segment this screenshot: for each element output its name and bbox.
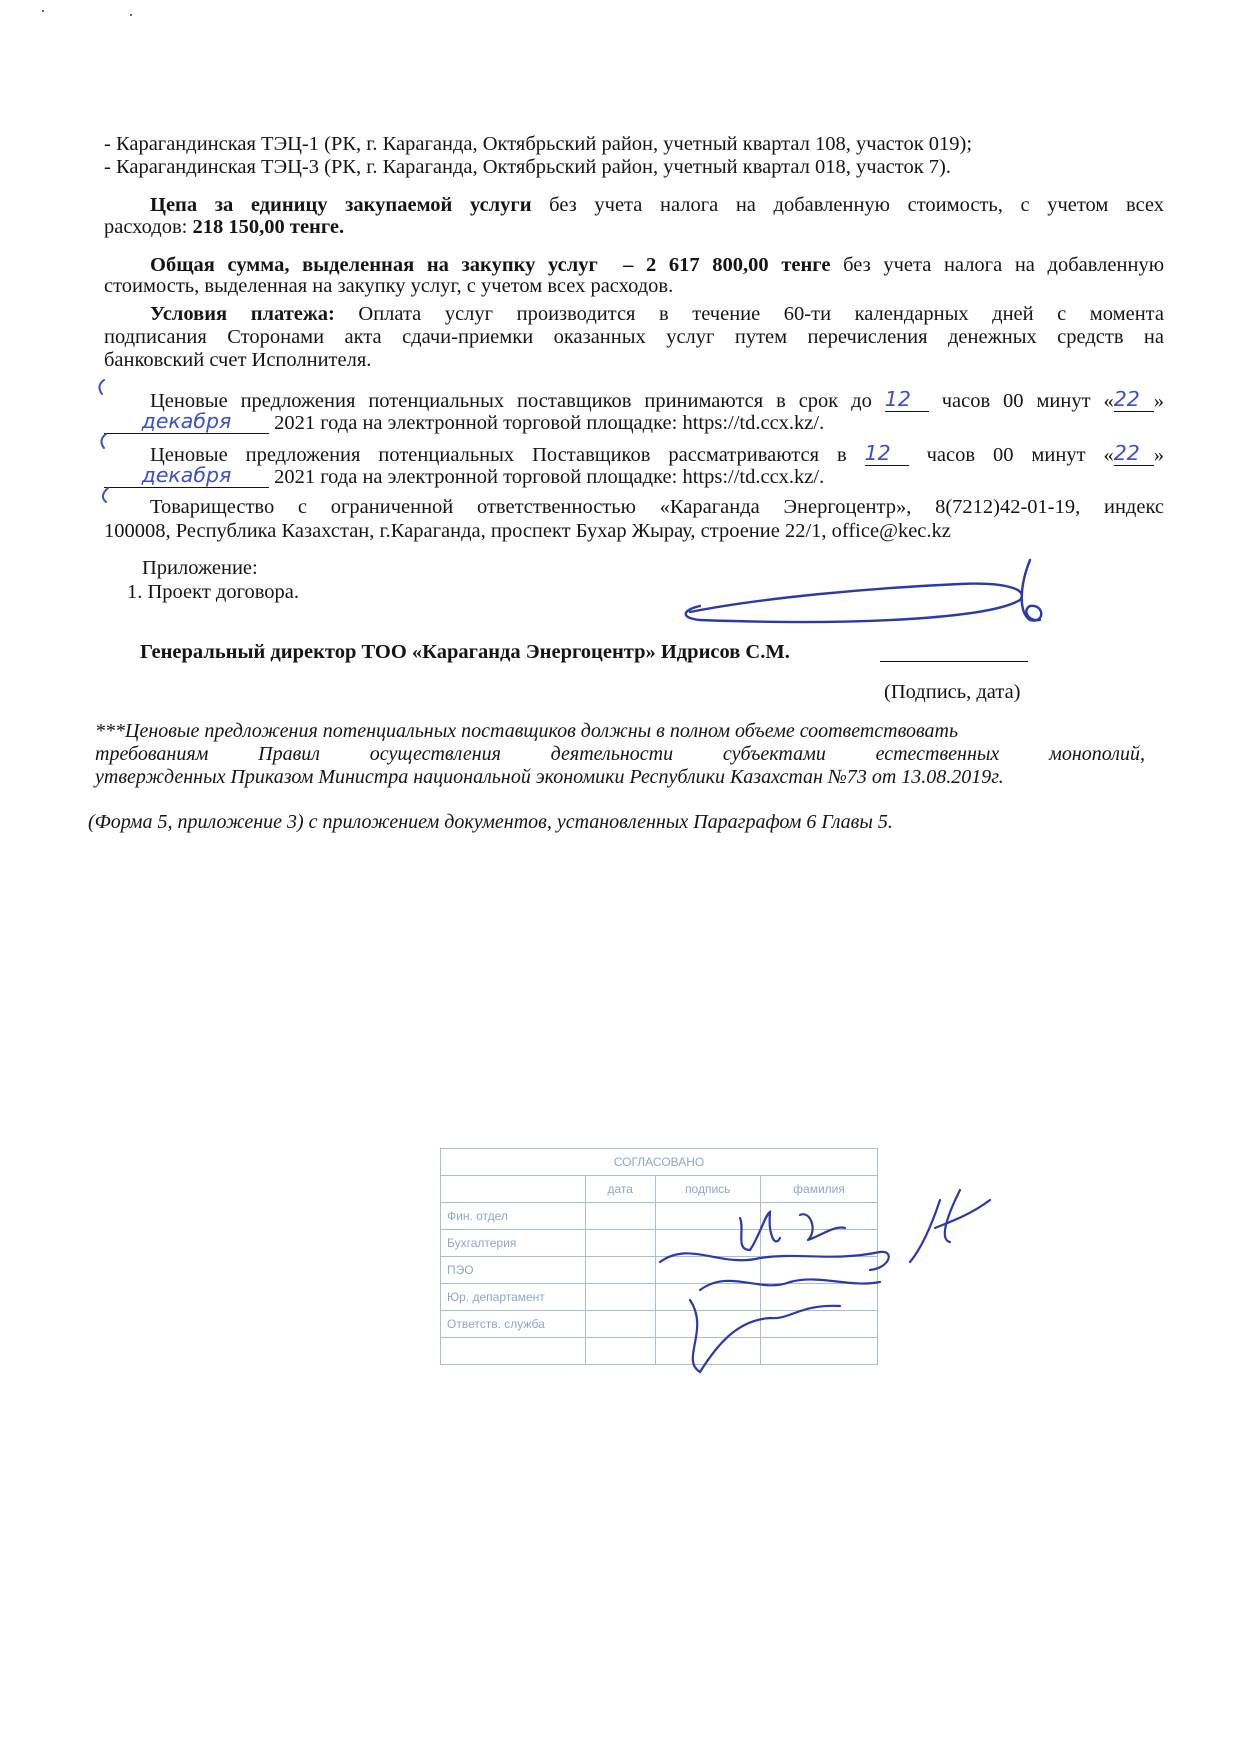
scan-speck	[130, 14, 132, 16]
payment-text: Оплата услуг производится в течение 60-ти календарных дней с момента	[334, 303, 1164, 325]
accept-text: Ценовые предложения потенциальных поставщиков принимаются в срок до	[150, 390, 872, 412]
company-paragraph: Товарищество с ограниченной ответственностью «Караганда Энергоцентр», 8(7212)42-01-19, индекс	[150, 496, 1164, 518]
review-text: Ценовые предложения потенциальных Поставщиков рассматриваются в	[150, 444, 847, 466]
note-line-2: требованиям Правил осуществления деятельности субъектами естественных монополий,	[95, 743, 1145, 765]
stamp-row-label: ПЭО	[441, 1257, 586, 1284]
price-paragraph	[104, 194, 1164, 216]
accept-paragraph-cont	[104, 410, 1164, 434]
review-text-4: 2021 года на электронной торговой площадке: https://td.ccx.kz/.	[269, 466, 825, 488]
payment-text-cont: подписания Сторонами акта сдачи-приемки оказанных услуг путем перечисления денежных средств на	[104, 326, 1164, 348]
review-month: декабря	[141, 463, 232, 487]
review-paragraph-cont	[104, 464, 1164, 488]
director-title	[140, 641, 880, 663]
accept-hour: 12	[884, 387, 911, 411]
price-paragraph-cont	[104, 216, 1164, 238]
total-dash: –	[597, 254, 647, 276]
total-value: 2 617 800,00 тенге	[646, 254, 831, 276]
review-day: 22	[1113, 441, 1140, 465]
review-paragraph	[104, 442, 1164, 466]
price-value: 218 150,00 тенге.	[192, 216, 345, 238]
signature-caption: (Подпись, дата)	[884, 681, 1021, 703]
stamp-title: СОГЛАСОВАНО	[441, 1149, 878, 1176]
accept-day-field	[1114, 388, 1154, 412]
payment-label: Условия платежа:	[150, 303, 335, 325]
signature-line	[880, 661, 1028, 662]
list-item-tec1: - Карагандинская ТЭЦ-1 (РК, г. Караганда, Октябрьский район, учетный квартал 108, участок 019);	[104, 133, 973, 155]
payment-text-end: банковский счет Исполнителя.	[104, 349, 372, 371]
accept-paragraph	[104, 388, 1164, 412]
accept-month: декабря	[141, 409, 232, 433]
accept-month-field	[104, 410, 269, 434]
stamp-header-signature: подпись	[655, 1176, 761, 1203]
total-text-cont: стоимость, выделенная на закупку услуг, с учетом всех расходов.	[104, 275, 674, 297]
stamp-header-surname: фамилия	[761, 1176, 878, 1203]
stamp-row-label: Юр. департамент	[441, 1284, 586, 1311]
stamp-row-label: Фин. отдел	[441, 1203, 586, 1230]
accept-text-3: »	[1153, 390, 1165, 412]
accept-text-4: 2021 года на электронной торговой площадке: https://td.ccx.kz/.	[269, 412, 825, 434]
accept-hour-field	[885, 388, 929, 412]
company-paragraph-cont: 100008, Республика Казахстан, г.Караганда, проспект Бухар Жырау, строение 22/1, office@kec.kz	[104, 520, 951, 542]
total-paragraph	[104, 254, 1164, 276]
note-line-3: утвержденных Приказом Министра национальной экономики Республики Казахстан №73 от 13.08.2019г.	[95, 766, 1004, 788]
director-signature	[686, 560, 1042, 622]
review-day-field	[1114, 442, 1154, 466]
payment-paragraph	[104, 303, 1164, 325]
review-hour: 12	[864, 441, 891, 465]
review-hour-field	[865, 442, 909, 466]
appendix-item: 1. Проект договора.	[127, 581, 300, 603]
price-text-cont: расходов:	[104, 216, 193, 238]
total-text: без учета налога на добавленную	[830, 254, 1165, 276]
accept-text-2: часов 00 минут «	[928, 390, 1114, 412]
appendix-title: Приложение:	[142, 557, 258, 579]
review-text-3: »	[1153, 444, 1165, 466]
director-name: Генеральный директор ТОО «Караганда Энергоцентр» Идрисов С.М.	[140, 641, 790, 663]
stamp-row-label: Бухгалтерия	[441, 1230, 586, 1257]
total-label: Общая сумма, выделенная на закупку услуг	[150, 254, 598, 276]
review-month-field	[104, 464, 269, 488]
price-text: без учета налога на добавленную стоимость, с учетом всех	[531, 194, 1165, 216]
accept-day: 22	[1113, 387, 1140, 411]
stamp-header-blank	[441, 1176, 586, 1203]
price-label: Цепа за единицу закупаемой услуги	[150, 194, 532, 216]
review-text-2: часов 00 минут «	[908, 444, 1114, 466]
stamp-row-label: Ответств. служба	[441, 1311, 586, 1338]
approval-stamp	[440, 1148, 878, 1365]
list-item-tec3: - Карагандинская ТЭЦ-3 (РК, г. Караганда, Октябрьский район, учетный квартал 018, участок 7).	[104, 156, 952, 178]
note-line-1: ***Ценовые предложения потенциальных поставщиков должны в полном объеме соответствовать	[95, 720, 959, 742]
note-line-4: (Форма 5, приложение 3) с приложением документов, установленных Параграфом 6 Главы 5.	[88, 811, 893, 833]
scan-speck	[42, 10, 44, 12]
stamp-header-date: дата	[586, 1176, 656, 1203]
